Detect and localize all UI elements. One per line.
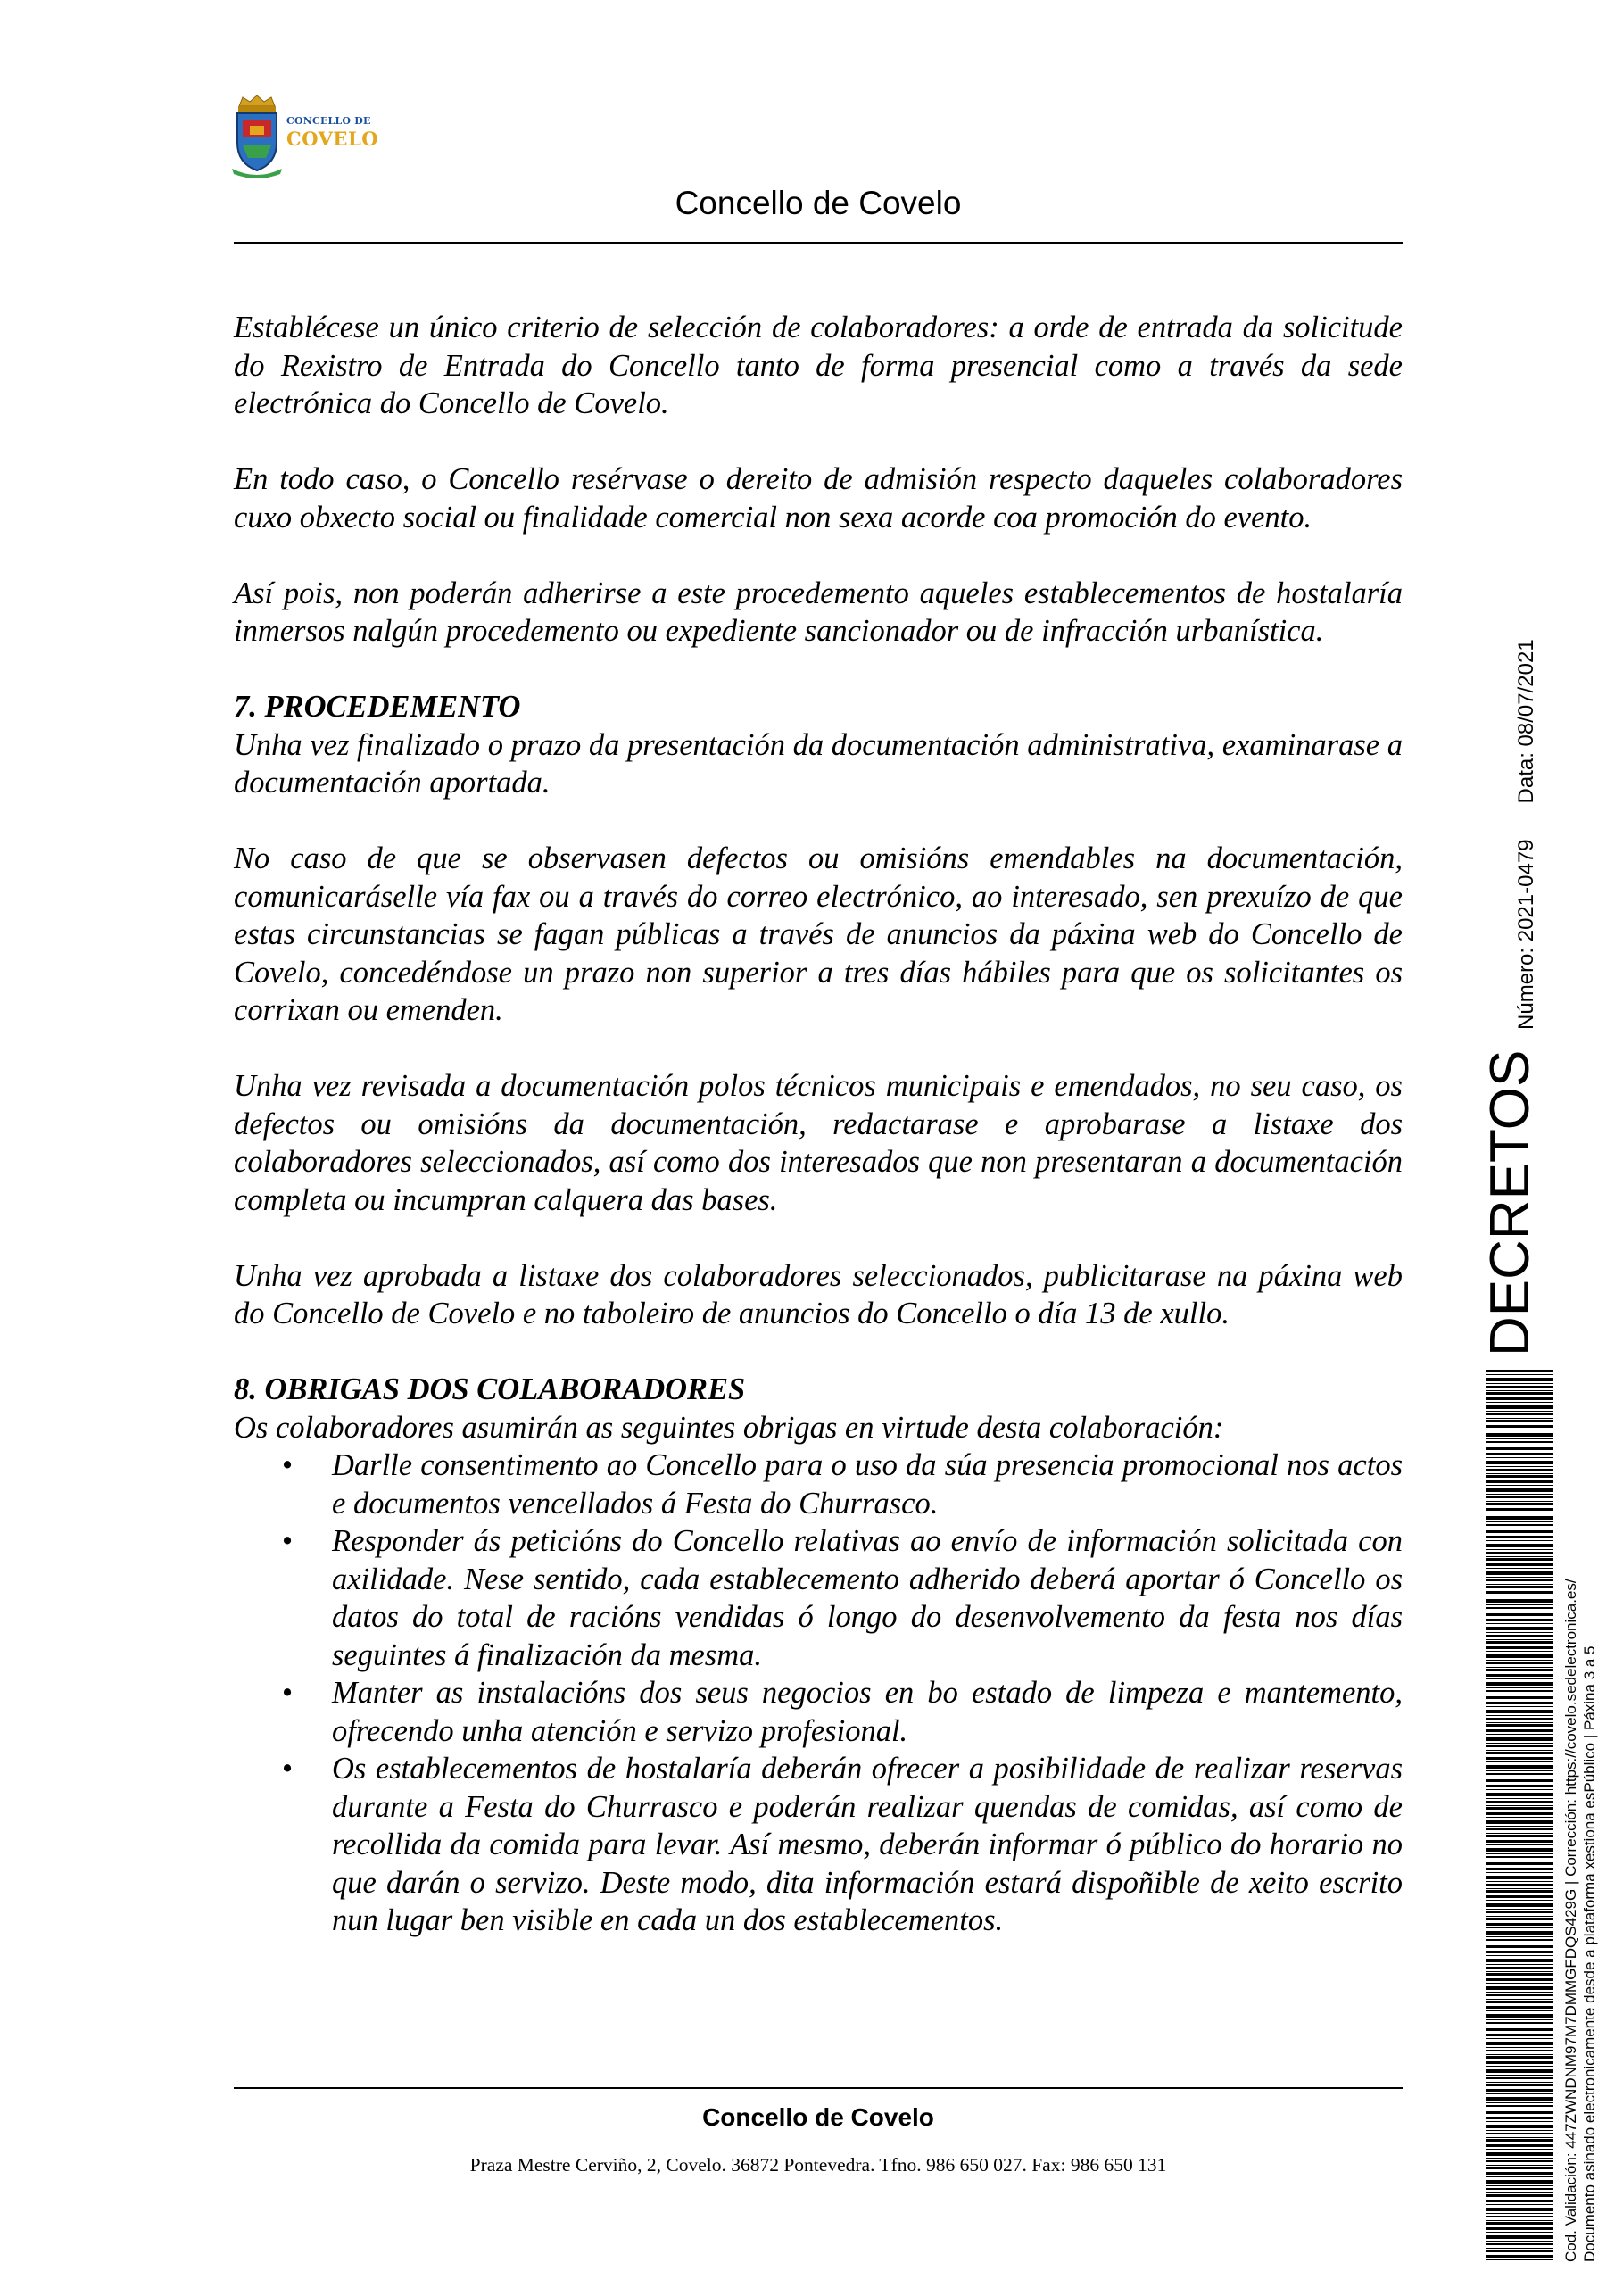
section-7-paragraph-4: Unha vez aprobada a listaxe dos colaboradores seleccionados, publicitarase na páxina web do Concello de Covelo e no taboleiro de anuncios do Concello o día 13 de xullo. xyxy=(234,1258,1403,1330)
section-7-paragraph-1: Unha vez finalizado o prazo da presentación da documentación administrativa, examinarase a documentación aportada. xyxy=(234,727,1403,800)
header-divider xyxy=(234,242,1403,244)
section-7-heading: 7. PROCEDEMENTO xyxy=(234,690,521,724)
list-item-text: Manter as instalacións dos seus negocios en bo estado de limpeza e mantemento, ofrecendo unha atención e servizo profesional. xyxy=(332,1676,1403,1748)
coat-of-arms-icon xyxy=(230,94,284,178)
concello-logo xyxy=(230,94,382,178)
paragraph-selection-criterion: Establécese un único criterio de selección de colaboradores: a orde de entrada da solicitude do Rexistro de Entrada do Concello tanto de forma presencial como a través da sede electrónica do Concello de Covelo. xyxy=(234,311,1403,420)
decree-stamp xyxy=(1481,639,1540,1356)
list-item-text: Darlle consentimento ao Concello para o uso da súa presencia promocional nos actos e documentos vencellados á Festa do Churrasco. xyxy=(332,1448,1403,1521)
validation-code-line: Cod. Validación: 447ZWNDNM97M7DMMGFDQS429G | Corrección: https://covelo.sedelectronica.es/ xyxy=(1562,1579,1579,2262)
footer-organization: Concello de Covelo xyxy=(702,2103,934,2131)
logo-text-top: CONCELLO DE xyxy=(286,115,371,127)
section-8-heading: 8. OBRIGAS DOS COLABORADORES xyxy=(234,1372,746,1406)
section-8-obligations-list xyxy=(234,1446,1403,1940)
list-item-text: Responder ás peticións do Concello relativas ao envío de información solicitada con axilidade. Nese sentido, cada establecemento adherido deberá aportar ó Concello os datos do total de racións vendidas ó longo do desenvolvemento da festa nos días seguintes á finalización da mesma. xyxy=(332,1524,1403,1672)
list-item-text: Os establecementos de hostalaría deberán ofrecer a posibilidade de realizar reservas durante a Festa do Churrasco e poderán realizar quendas de comidas, así como de recollida da comida para levar. Así mesmo, deberán informar ó público do horario no que darán o servizo. Deste modo, dita información estará dispoñible de xeito escrito nun lugar ben visible en cada un dos establecementos. xyxy=(332,1752,1403,1937)
decree-type: DECRETOS xyxy=(1479,1049,1541,1356)
logo-wordmark xyxy=(286,115,378,150)
bullet-icon: • xyxy=(282,1448,294,1482)
logo-text-main: COVELO xyxy=(286,128,378,150)
decree-number: Número: 2021-0479 xyxy=(1514,839,1538,1030)
validation-info xyxy=(1561,1579,1599,2262)
bullet-icon: • xyxy=(282,1676,294,1710)
footer-divider xyxy=(234,2087,1403,2089)
page-header-title: Concello de Covelo xyxy=(675,185,962,221)
section-7-paragraph-3: Unha vez revisada a documentación polos técnicos municipais e emendados, no seu caso, os defectos ou omisións da documentación, redactarase e aprobarase a listaxe dos colaboradores seleccionados, así como dos interesados que non presentaran a documentación completa ou incumpran calquera das bases. xyxy=(234,1069,1403,1217)
paragraph-admission-right: En todo caso, o Concello resérvase o dereito de admisión respecto daqueles colaboradores cuxo obxecto social ou finalidade comercial non sexa acorde coa promoción do evento. xyxy=(234,462,1403,535)
footer-address: Praza Mestre Cerviño, 2, Covelo. 36872 Pontevedra. Tfno. 986 650 027. Fax: 986 650 131 xyxy=(469,2154,1167,2176)
list-item xyxy=(234,1750,1403,1940)
bullet-icon: • xyxy=(282,1524,294,1558)
list-item xyxy=(234,1446,1403,1522)
section-7-paragraph-2: No caso de que se observasen defectos ou omisións emendables na documentación, comunicaráselle vía fax ou a través do correo electrónico, ao interesado, sen prexuízo de que estas circunstancias se fagan públicas a través de anuncios da páxina web do Concello de Covelo, concedéndose un prazo non superior a tres días hábiles para que os solicitantes os corrixan ou emenden. xyxy=(234,841,1403,1027)
list-item xyxy=(234,1522,1403,1674)
section-8-intro: Os colaboradores asumirán as seguintes obrigas en virtude desta colaboración: xyxy=(234,1410,1224,1445)
paragraph-exclusions: Así pois, non poderán adherirse a este procedemento aqueles establecementos de hostalaría inmersos nalgún procedemento ou expediente sancionador ou de infracción urbanística. xyxy=(234,576,1403,648)
bullet-icon: • xyxy=(282,1752,294,1786)
signature-info-line: Documento asinado electronicamente desde a plataforma xestiona esPúblico | Páxina 3 a 5 xyxy=(1581,1645,1598,2262)
validation-barcode xyxy=(1486,1370,1553,2262)
document-body xyxy=(234,309,1403,1940)
decree-date: Data: 08/07/2021 xyxy=(1514,639,1538,804)
list-item xyxy=(234,1674,1403,1750)
